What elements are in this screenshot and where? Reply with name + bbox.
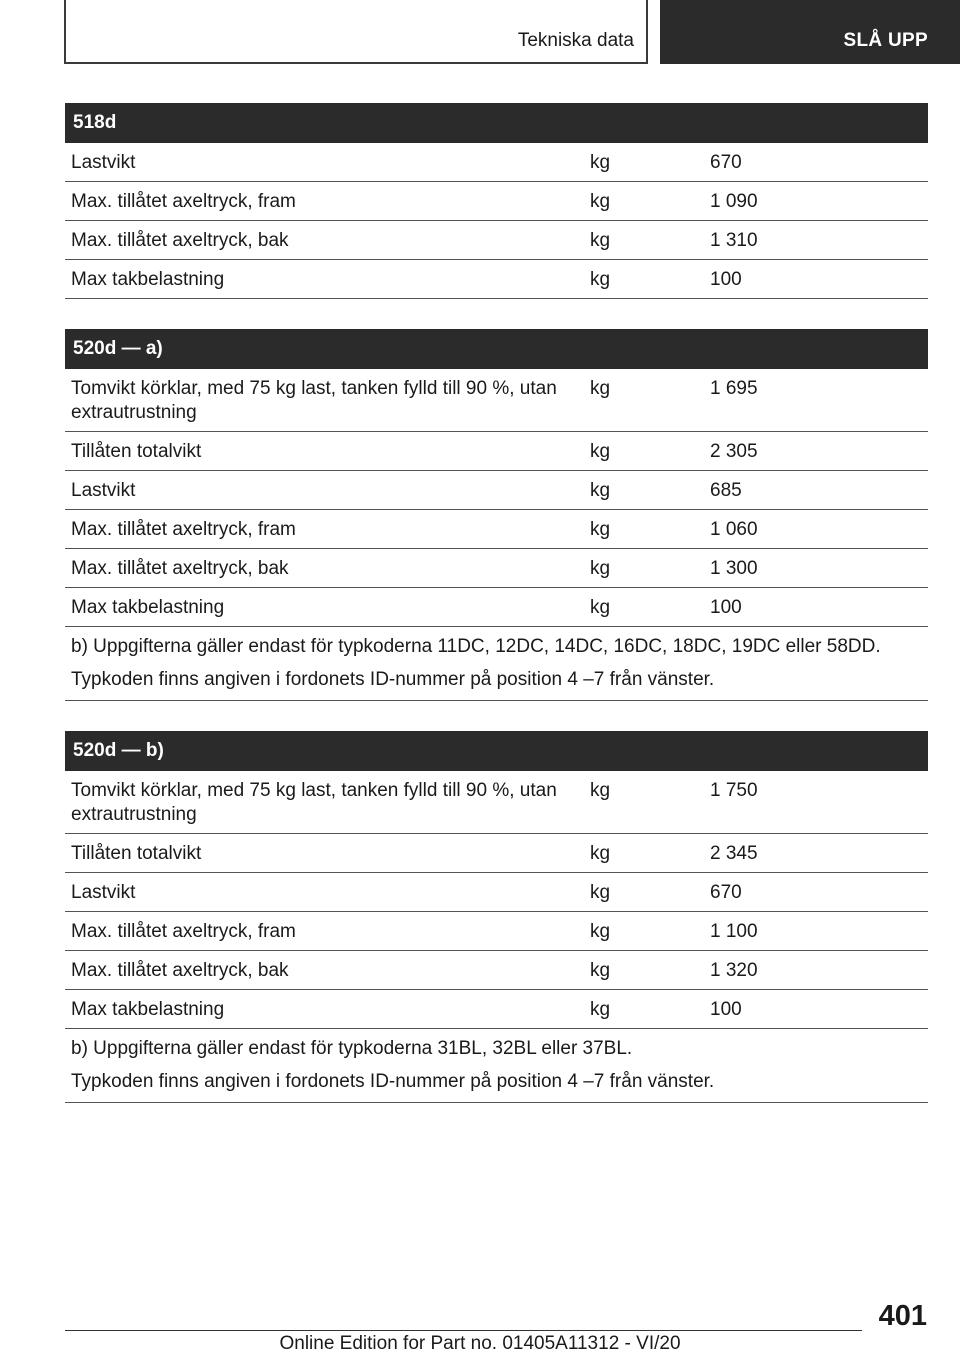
row-label: Tillåten totalvikt [71, 843, 202, 864]
table-row [65, 143, 928, 182]
row-value: 1 100 [710, 921, 758, 942]
table-row [65, 182, 928, 221]
row-label: Tillåten totalvikt [71, 441, 202, 462]
row-value: 1 750 [710, 780, 758, 801]
row-unit: kg [590, 960, 611, 981]
table-row [65, 873, 928, 912]
table-row [65, 471, 928, 510]
spec-tables [65, 103, 928, 1133]
row-label: Max. tillåtet axeltryck, bak [71, 230, 289, 251]
row-unit: kg [590, 558, 611, 579]
spec-table [65, 731, 928, 1103]
row-label: Max takbelastning [71, 597, 225, 618]
table-row [65, 260, 928, 299]
row-value: 685 [710, 480, 742, 501]
row-unit: kg [590, 843, 611, 864]
lookup-tab[interactable] [660, 0, 960, 64]
spec-table [65, 103, 928, 299]
row-value: 1 310 [710, 230, 758, 251]
row-unit: kg [590, 519, 611, 540]
footnote-line: b) Uppgifterna gäller endast för typkoderna 11DC, 12DC, 14DC, 16DC, 18DC, 19DC eller 58DD. [71, 636, 881, 657]
table-footnote [65, 627, 928, 701]
table-row [65, 771, 928, 834]
table-row [65, 834, 928, 873]
row-value: 100 [710, 597, 742, 618]
row-unit: kg [590, 597, 611, 618]
row-value: 2 345 [710, 843, 758, 864]
row-unit: kg [590, 378, 611, 399]
row-unit: kg [590, 921, 611, 942]
row-value: 100 [710, 269, 742, 290]
page-number: 401 [878, 1300, 927, 1332]
table-row [65, 432, 928, 471]
table-row [65, 588, 928, 627]
table-row [65, 549, 928, 588]
row-label: Lastvikt [71, 480, 136, 501]
row-value: 1 300 [710, 558, 758, 579]
footnote-line: b) Uppgifterna gäller endast för typkoderna 31BL, 32BL eller 37BL. [71, 1038, 633, 1059]
table-row [65, 510, 928, 549]
table-footnote [65, 1029, 928, 1103]
row-label: Max. tillåtet axeltryck, fram [71, 519, 296, 540]
row-label: Max. tillåtet axeltryck, bak [71, 960, 289, 981]
row-value: 1 090 [710, 191, 758, 212]
table-title: 518d [65, 103, 928, 143]
lookup-tab-label: SLÅ UPP [843, 30, 928, 51]
section-title: Tekniska data [517, 30, 634, 51]
row-unit: kg [590, 480, 611, 501]
row-label: Max. tillåtet axeltryck, fram [71, 921, 296, 942]
row-unit: kg [590, 152, 611, 173]
row-unit: kg [590, 191, 611, 212]
row-value: 670 [710, 882, 742, 903]
table-row [65, 369, 928, 432]
row-label: Max takbelastning [71, 999, 225, 1020]
table-row [65, 912, 928, 951]
row-value: 2 305 [710, 441, 758, 462]
footnote-line: Typkoden finns angiven i fordonets ID-nummer på position 4 –7 från vänster. [71, 1071, 715, 1092]
row-value: 1 060 [710, 519, 758, 540]
footer-edition-text: Online Edition for Part no. 01405A11312 - VI/20 [279, 1333, 681, 1354]
row-unit: kg [590, 999, 611, 1020]
table-row [65, 990, 928, 1029]
row-label: Max. tillåtet axeltryck, fram [71, 191, 296, 212]
table-title: 520d — b) [65, 731, 928, 771]
row-unit: kg [590, 441, 611, 462]
table-row [65, 951, 928, 990]
row-value: 100 [710, 999, 742, 1020]
table-row [65, 221, 928, 260]
row-unit: kg [590, 780, 611, 801]
row-value: 1 695 [710, 378, 758, 399]
row-label: Max. tillåtet axeltryck, bak [71, 558, 289, 579]
footer-divider [65, 1330, 862, 1331]
row-unit: kg [590, 882, 611, 903]
row-value: 670 [710, 152, 742, 173]
footnote-line: Typkoden finns angiven i fordonets ID-nummer på position 4 –7 från vänster. [71, 669, 715, 690]
row-unit: kg [590, 230, 611, 251]
table-title: 520d — a) [65, 329, 928, 369]
spec-table [65, 329, 928, 701]
section-header [64, 0, 648, 64]
row-label: Lastvikt [71, 152, 136, 173]
row-value: 1 320 [710, 960, 758, 981]
row-unit: kg [590, 269, 611, 290]
row-label: Tomvikt körklar, med 75 kg last, tanken fylld till 90 %, utan extrautrustning [71, 378, 557, 423]
row-label: Tomvikt körklar, med 75 kg last, tanken fylld till 90 %, utan extrautrustning [71, 780, 557, 825]
row-label: Lastvikt [71, 882, 136, 903]
row-label: Max takbelastning [71, 269, 225, 290]
